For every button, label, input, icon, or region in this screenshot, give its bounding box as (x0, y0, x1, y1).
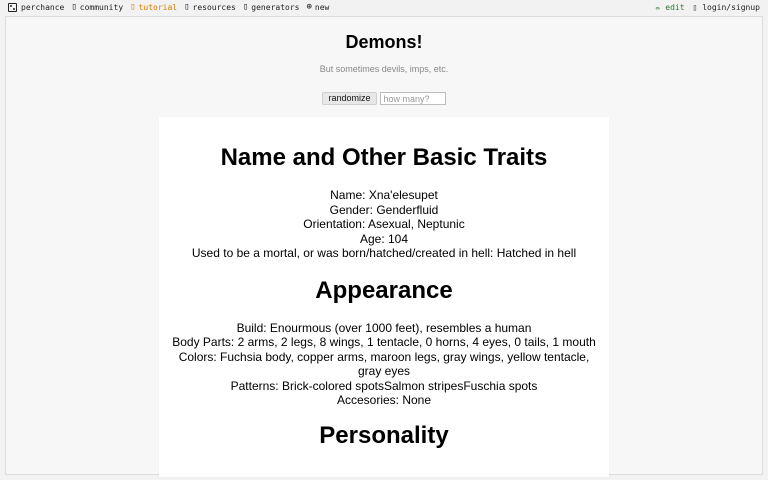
nav-generators-label: generators (251, 2, 300, 12)
generator-panel (5, 16, 763, 475)
section-heading-appearance: Appearance (315, 276, 453, 304)
dice-icon (8, 3, 17, 12)
community-icon: ▯ (71, 2, 77, 12)
nav-resources[interactable] (184, 2, 236, 12)
login-icon: ▯ (692, 3, 703, 12)
tutorial-icon: ▯ (130, 2, 136, 12)
login-signup-link[interactable] (693, 3, 760, 12)
nav-generators[interactable] (243, 2, 300, 12)
edit-link[interactable]: ✏ edit (655, 3, 685, 12)
page-subtitle: But sometimes devils, imps, etc. (319, 64, 449, 74)
plus-circle-icon: ⊕ (306, 2, 312, 12)
login-signup-label: login/signup (702, 3, 760, 12)
trait-name: Name: Xna'elesupet (330, 188, 438, 202)
top-nav-bar (0, 0, 768, 16)
appearance-patterns: Patterns: Brick-colored spotsSalmon stripesFuschia spots (230, 378, 538, 393)
nav-community-label: community (79, 2, 124, 12)
trait-orientation: Orientation: Asexual, Neptunic (303, 217, 465, 231)
account-links (656, 3, 760, 12)
appearance-body-parts: Body Parts: 2 arms, 2 legs, 8 wings, 1 tentacle, 0 horns, 4 eyes, 0 tails, 1 mouth (172, 335, 596, 349)
nav-perchance-label: perchance (21, 2, 65, 12)
nav-new[interactable] (306, 2, 329, 12)
page-title: Demons! (345, 32, 423, 52)
section-heading-personality: Personality (319, 421, 449, 449)
section-heading-basic-traits: Name and Other Basic Traits (220, 144, 548, 171)
randomize-button[interactable]: randomize (322, 92, 376, 105)
trait-age: Age: 104 (359, 231, 409, 246)
appearance-colors: Colors: Fuchsia body, copper arms, maroon legs, gray wings, yellow tentacle, gray eyes (178, 349, 590, 378)
trait-gender: Gender: Genderfluid (329, 202, 439, 217)
appearance-list (159, 321, 609, 408)
output-card (159, 117, 609, 477)
generator-controls (6, 92, 762, 105)
nav-links (8, 2, 336, 12)
basic-traits-list (159, 188, 609, 261)
count-input[interactable] (380, 92, 446, 105)
nav-community[interactable] (71, 2, 123, 12)
generators-icon: ▯ (242, 2, 249, 12)
nav-resources-label: resources (192, 2, 236, 12)
appearance-accessories: Accesories: None (336, 393, 432, 407)
nav-perchance[interactable] (8, 3, 64, 12)
resources-icon: ▯ (184, 2, 190, 12)
nav-new-label: new (314, 2, 330, 12)
nav-tutorial-label: tutorial (138, 2, 178, 12)
nav-tutorial[interactable] (130, 2, 177, 12)
appearance-build: Build: Enourmous (over 1000 feet), resembles a human (236, 320, 532, 335)
trait-origin: Used to be a mortal, or was born/hatched/created in hell: Hatched in hell (191, 246, 577, 260)
